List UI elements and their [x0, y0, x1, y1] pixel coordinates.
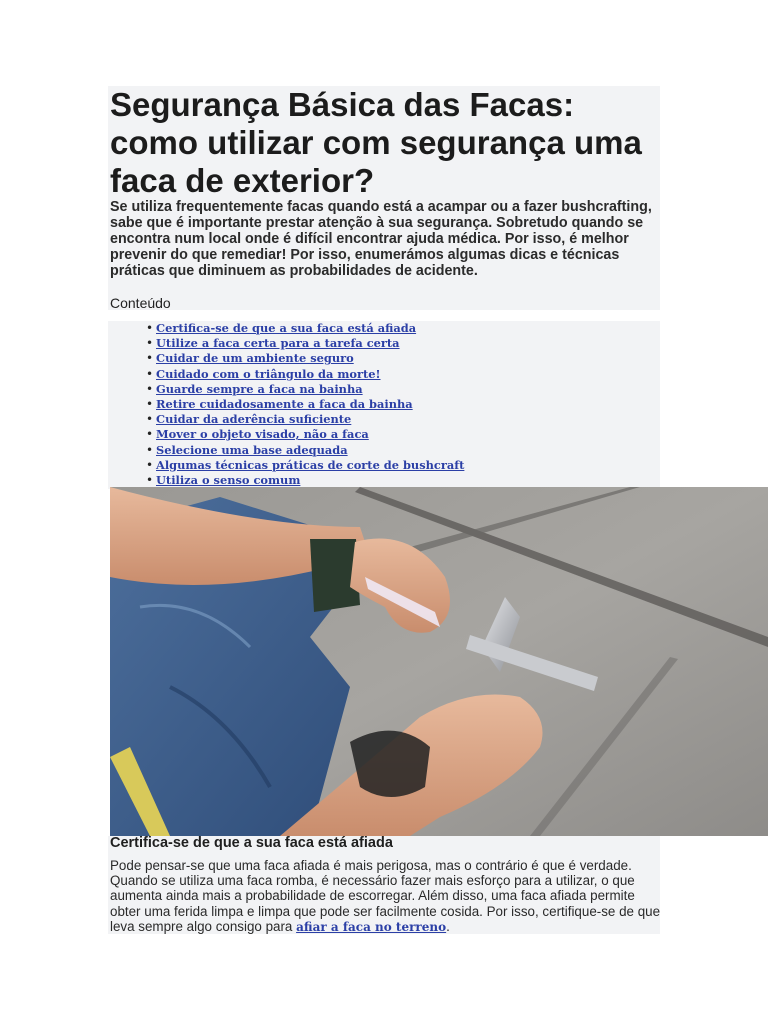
bullet-icon: • [146, 442, 154, 457]
bullet-icon: • [146, 381, 154, 396]
section-body-end: . [446, 918, 450, 934]
section-body [110, 858, 662, 935]
toc-link[interactable]: Utiliza o senso comum [156, 472, 301, 487]
bullet-icon: • [146, 321, 154, 335]
toc-item [146, 321, 464, 336]
toc-item [146, 367, 464, 382]
section-heading: Certifica-se de que a sua faca está afiada [110, 835, 393, 851]
toc-item [146, 443, 464, 458]
bullet-icon: • [146, 336, 154, 351]
toc-item [146, 397, 464, 412]
toc-item [146, 427, 464, 442]
toc-item [146, 336, 464, 351]
bullet-icon: • [146, 457, 154, 472]
bullet-icon: • [146, 351, 154, 366]
bullet-icon: • [146, 396, 154, 411]
table-of-contents [146, 321, 464, 488]
toc-link[interactable]: Retire cuidadosamente a faca da bainha [156, 396, 413, 411]
toc-link[interactable]: Certifica-se de que a sua faca está afiada [156, 321, 417, 335]
toc-link[interactable]: Utilize a faca certa para a tarefa certa [156, 336, 400, 351]
bullet-icon: • [146, 427, 154, 442]
toc-item [146, 412, 464, 427]
bullet-icon: • [146, 412, 154, 427]
bullet-icon: • [146, 366, 154, 381]
toc-link[interactable]: Cuidar da aderência suficiente [156, 412, 352, 427]
toc-link[interactable]: Algumas técnicas práticas de corte de bushcraft [156, 457, 465, 472]
toc-item [146, 351, 464, 366]
bullet-icon: • [146, 472, 154, 487]
sharpen-knife-link[interactable]: afiar a faca no terreno [296, 919, 447, 934]
toc-link[interactable]: Cuidar de um ambiente seguro [156, 351, 354, 366]
knife-sharpening-photo [110, 487, 768, 836]
article-title: Segurança Básica das Facas: como utilizar com segurança uma faca de exterior? [110, 86, 642, 199]
toc-link[interactable]: Cuidado com o triângulo da morte! [156, 366, 381, 381]
contents-label: Conteúdo [110, 295, 171, 311]
toc-link[interactable]: Mover o objeto visado, não a faca [156, 427, 369, 442]
article-intro: Se utiliza frequentemente facas quando está a acampar ou a fazer bushcrafting, sabe que é importante prestar atenção à sua segurança. Sobretudo quando se encontra num local onde é difícil encontrar ajuda médica. Por isso, é melhor prevenir do que remediar! Por isso, enumerámos algumas dicas e técnicas práticas que diminuem as probabilidades de acidente. [110, 199, 652, 279]
toc-item [146, 473, 464, 488]
toc-item [146, 458, 464, 473]
toc-link[interactable]: Selecione uma base adequada [156, 442, 348, 457]
toc-link[interactable]: Guarde sempre a faca na bainha [156, 381, 363, 396]
section-body-text: Pode pensar-se que uma faca afiada é mais perigosa, mas o contrário é que é verdade. Quando se utiliza uma faca romba, é necessário fazer mais esforço para a utilizar, o que aumenta ainda mais a probabilidade de escorregar. Além disso, uma faca afiada permite obter uma ferida limpa e limpa que pode ser facilmente cosida. Por isso, certifique-se de que leva sempre algo consigo para [110, 858, 661, 934]
toc-item [146, 382, 464, 397]
